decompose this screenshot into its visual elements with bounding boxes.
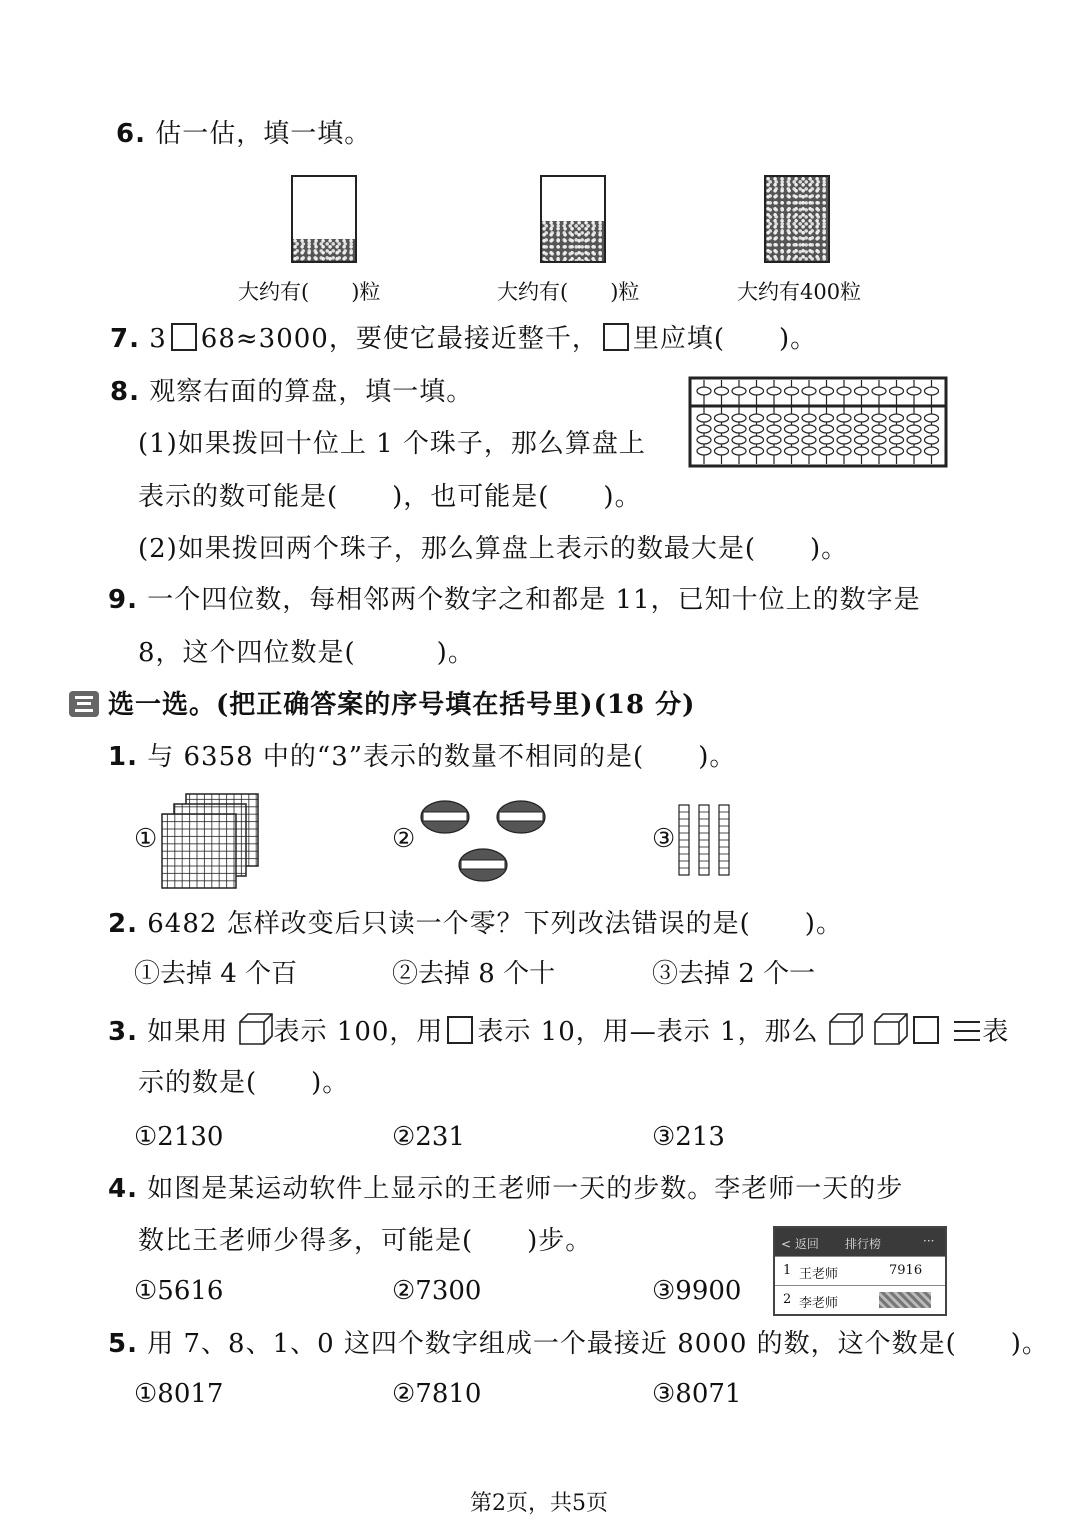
- s3q3-text-1: 如果用: [147, 1017, 229, 1047]
- abacus-bead: [715, 425, 729, 433]
- abacus-bead: [802, 436, 816, 444]
- abacus-bead: [697, 425, 711, 433]
- beaker-2-caption: 大约有( )粒: [497, 280, 640, 304]
- abacus-bead: [907, 414, 921, 422]
- q9-number: 9.: [108, 585, 138, 615]
- abacus-bead: [820, 447, 834, 455]
- s3q4-option-2: ②7300: [392, 1276, 482, 1306]
- q7-line: [110, 322, 817, 356]
- ranking-row: [775, 1285, 945, 1314]
- abacus-bead: [697, 387, 711, 395]
- q7-number: 7.: [110, 324, 140, 354]
- abacus-bead: [750, 425, 764, 433]
- abacus-bead: [907, 425, 921, 433]
- abacus-bead: [872, 387, 886, 395]
- abacus-bead: [925, 414, 939, 422]
- q7-text-a: 3: [149, 324, 167, 354]
- q6-text: 估一估，填一填。: [155, 119, 372, 149]
- abacus-bead: [925, 387, 939, 395]
- q8-line: [110, 375, 473, 409]
- s3q3-number: 3.: [108, 1017, 138, 1047]
- abacus-bead: [890, 436, 904, 444]
- abacus-bead: [855, 425, 869, 433]
- beaker-3-caption: 大约有400粒: [737, 280, 862, 304]
- abacus-bead: [820, 414, 834, 422]
- tens-rods-icon: [677, 803, 733, 877]
- abacus-bead: [855, 387, 869, 395]
- s3q5-text: 用 7、8、1、0 这四个数字组成一个最接近 8000 的数，这个数是( )。: [147, 1329, 1049, 1359]
- step-ranking-screenshot: [773, 1226, 947, 1316]
- s3q1-option-1: ①: [134, 824, 158, 854]
- abacus-bead: [802, 447, 816, 455]
- app-header: [775, 1228, 945, 1256]
- abacus-bead: [715, 414, 729, 422]
- s3q4-line1: [108, 1172, 903, 1206]
- abacus-bead: [767, 436, 781, 444]
- cube-icon: [873, 1012, 909, 1046]
- s3q4-text-1: 如图是某运动软件上显示的王老师一天的步数。李老师一天的步: [147, 1174, 904, 1204]
- s3q1-number: 1.: [108, 742, 138, 772]
- abacus-bead: [750, 447, 764, 455]
- q8-sub1a: (1)如果拨回十位上 1 个珠子，那么算盘上: [138, 429, 646, 459]
- s3q4-option-1: ①5616: [134, 1276, 224, 1306]
- s3q5-number: 5.: [108, 1329, 138, 1359]
- abacus-bead: [697, 447, 711, 455]
- abacus-bead: [732, 436, 746, 444]
- section-3-badge-icon: [69, 691, 99, 717]
- s3q2-number: 2.: [108, 909, 138, 939]
- abacus-bead: [715, 387, 729, 395]
- abacus-bead: [907, 436, 921, 444]
- hundreds-blocks-icon: [160, 792, 262, 890]
- beaker-3: [764, 175, 830, 263]
- three-lines-icon: [952, 1019, 982, 1043]
- row-rank: 1: [783, 1263, 792, 1278]
- abacus-bead: [732, 425, 746, 433]
- abacus-bead: [785, 414, 799, 422]
- abacus-bead: [855, 447, 869, 455]
- app-title: 排行榜: [845, 1237, 882, 1251]
- abacus-bead: [907, 387, 921, 395]
- s3q3-text-2: 表示 100，用: [273, 1017, 444, 1047]
- abacus-bead: [837, 447, 851, 455]
- s3q5-option-1: ①8017: [134, 1379, 224, 1409]
- abacus-bead: [697, 414, 711, 422]
- blank-box: [603, 323, 629, 351]
- abacus-bead: [697, 436, 711, 444]
- abacus-bead: [767, 387, 781, 395]
- abacus-bead: [785, 447, 799, 455]
- abacus-bead: [785, 436, 799, 444]
- page-footer: 第2页，共5页: [470, 1491, 608, 1516]
- abacus-bead: [802, 425, 816, 433]
- abacus-bead: [750, 387, 764, 395]
- q8-sub1b: 表示的数可能是( )，也可能是( )。: [138, 482, 642, 512]
- flat-square-icon: [447, 1016, 473, 1044]
- q8-text: 观察右面的算盘，填一填。: [149, 377, 474, 407]
- abacus-bead: [750, 436, 764, 444]
- s3q2-option-3: ③去掉 2 个一: [652, 959, 816, 989]
- abacus-bead: [767, 447, 781, 455]
- abacus-bead: [855, 414, 869, 422]
- s3q4-line2: 数比王老师少得多，可能是( )步。: [138, 1226, 593, 1256]
- s3q2-line: [108, 907, 843, 941]
- app-back-link: < 返回: [781, 1237, 819, 1251]
- abacus-bead: [872, 414, 886, 422]
- q8-sub2: (2)如果拨回两个珠子，那么算盘上表示的数最大是( )。: [138, 534, 849, 564]
- obscured-steps-icon: [879, 1292, 931, 1308]
- row-name: 王老师: [799, 1267, 839, 1282]
- abacus-bead: [767, 414, 781, 422]
- s3q1-option-2: ②: [392, 824, 416, 854]
- beaker-2: [540, 175, 606, 263]
- abacus-bead: [837, 436, 851, 444]
- abacus-bead: [802, 387, 816, 395]
- s3q5-line: [108, 1327, 1049, 1361]
- abacus-bead: [820, 387, 834, 395]
- s3q5-option-3: ③8071: [652, 1379, 742, 1409]
- abacus-bead: [890, 414, 904, 422]
- abacus-bead: [855, 436, 869, 444]
- s3q2-option-2: ②去掉 8 个十: [392, 959, 556, 989]
- abacus-bead: [715, 436, 729, 444]
- abacus-bead: [785, 425, 799, 433]
- s3q4-option-3: ③9900: [652, 1276, 742, 1306]
- s3q3-option-3: ③213: [652, 1122, 725, 1152]
- abacus-bead: [872, 425, 886, 433]
- q9-text-1: 一个四位数，每相邻两个数字之和都是 11，已知十位上的数字是: [147, 585, 921, 615]
- abacus-bead: [732, 447, 746, 455]
- s3q3-option-1: ①2130: [134, 1122, 224, 1152]
- beaker-1-caption: 大约有( )粒: [238, 280, 381, 304]
- beaker-1: [291, 175, 357, 263]
- s3q3-line1: [108, 1012, 1009, 1049]
- s3q2-option-1: ①去掉 4 个百: [134, 959, 298, 989]
- s3q3-line2: 示的数是( )。: [138, 1068, 350, 1098]
- abacus-bead: [837, 425, 851, 433]
- s3q3-text-4: 表: [982, 1017, 1010, 1047]
- abacus-bead: [890, 425, 904, 433]
- app-menu-icon: ···: [923, 1234, 935, 1248]
- abacus-bead: [872, 447, 886, 455]
- q6-number: 6.: [116, 119, 146, 149]
- abacus-bead: [767, 425, 781, 433]
- s3q2-text: 6482 怎样改变后只读一个零？下列改法错误的是( )。: [147, 909, 843, 939]
- s3q3-text-3: 表示 10，用—表示 1，那么: [477, 1017, 819, 1047]
- s3q1-option-3: ③: [652, 824, 676, 854]
- cube-icon: [238, 1012, 274, 1046]
- s3q1-line: [108, 740, 736, 774]
- abacus-bead: [872, 436, 886, 444]
- q9-line1: [108, 583, 921, 617]
- abacus-bead: [785, 387, 799, 395]
- s3q1-text: 与 6358 中的“3”表示的数量不相同的是( )。: [147, 742, 737, 772]
- abacus-bead: [925, 447, 939, 455]
- bundled-sticks-icon: [418, 795, 550, 889]
- abacus-figure: [688, 376, 948, 468]
- abacus-bead: [925, 436, 939, 444]
- q7-text-c: 里应填( )。: [632, 324, 818, 354]
- abacus-bead: [732, 414, 746, 422]
- q9-line2: 8，这个四位数是( )。: [138, 638, 475, 668]
- blank-box: [171, 323, 197, 351]
- abacus-bead: [732, 387, 746, 395]
- q7-text-b: 68≈3000，要使它最接近整千，: [200, 324, 599, 354]
- abacus-bead: [837, 414, 851, 422]
- abacus-bead: [907, 447, 921, 455]
- abacus-bead: [820, 425, 834, 433]
- abacus-bead: [820, 436, 834, 444]
- abacus-bead: [890, 387, 904, 395]
- abacus-bead: [750, 414, 764, 422]
- row-steps: 7916: [889, 1263, 923, 1278]
- s3q3-option-2: ②231: [392, 1122, 465, 1152]
- abacus-bead: [802, 414, 816, 422]
- cube-icon: [828, 1012, 864, 1046]
- abacus-bead: [715, 447, 729, 455]
- abacus-bead: [925, 425, 939, 433]
- section-3-title: 选一选。(把正确答案的序号填在括号里)(18 分): [108, 690, 696, 720]
- abacus-bead: [890, 447, 904, 455]
- q8-number: 8.: [110, 377, 140, 407]
- q6-line: [116, 117, 371, 151]
- flat-square-icon: [913, 1016, 939, 1044]
- row-rank: 2: [783, 1292, 792, 1307]
- abacus-bead: [837, 387, 851, 395]
- s3q4-number: 4.: [108, 1174, 138, 1204]
- s3q5-option-2: ②7810: [392, 1379, 482, 1409]
- ranking-row: [775, 1256, 945, 1285]
- row-name: 李老师: [799, 1296, 839, 1311]
